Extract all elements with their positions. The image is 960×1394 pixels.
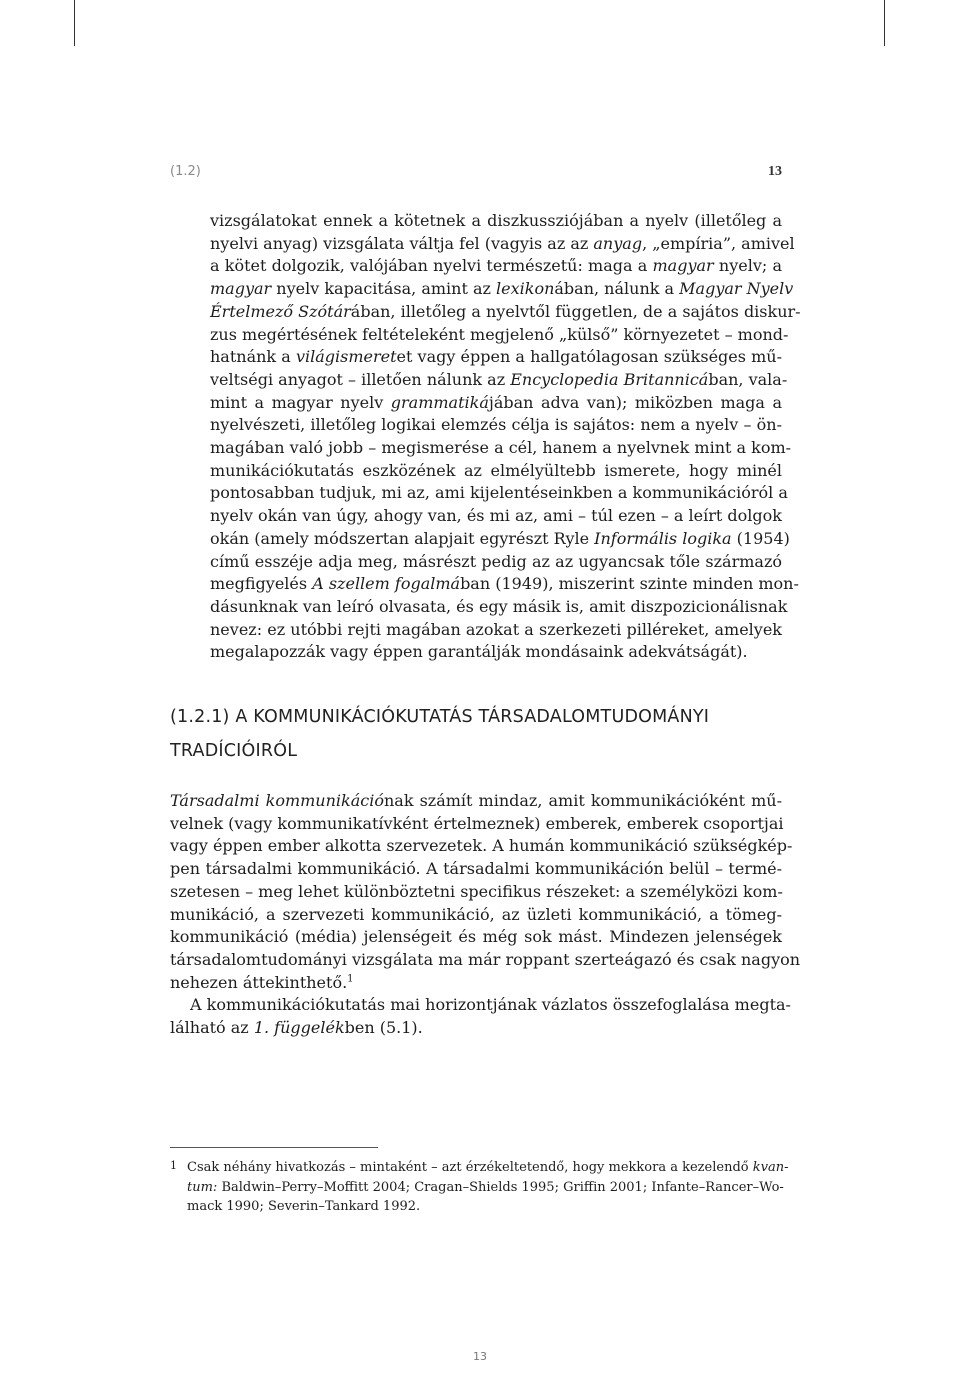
text-line: magában való jobb – megismerése a cél, hanem a nyelvnek mint a kom- xyxy=(210,438,792,458)
text-line: nyelvészeti, illetőleg logikai elemzés célja is sajátos: nem a nyelv – ön- xyxy=(210,415,782,435)
text-line: Társadalmi kommunikációnak számít mindaz, amit kommunikációként mű- xyxy=(170,791,783,810)
text-line: vagy éppen ember alkotta szervezetek. A humán kommunikáció szükségkép- xyxy=(170,836,793,856)
section-heading: (1.2.1) A KOMMUNIKÁCIÓKUTATÁS TÁRSADALOMTUDOMÁNYI xyxy=(170,707,710,727)
text-line: vizsgálatokat ennek a kötetnek a diszkussziójában a nyelv (illetőleg a xyxy=(210,211,782,230)
text-line: lálható az 1. függelékben (5.1). xyxy=(170,1017,423,1037)
body-paragraph-2 xyxy=(170,790,801,994)
text-line: okán (amely módszertan alapjait egyrészt Ryle Informális logika (1954) xyxy=(210,528,790,548)
page-folio: 13 xyxy=(473,1350,487,1363)
footnote-line: Csak néhány hivatkozás – mintaként – azt érzékeltetendő, hogy mekkora a kezelendő kvan- xyxy=(187,1160,789,1175)
body-paragraph-1 xyxy=(210,210,801,664)
footnote-mark: 1 xyxy=(170,1159,177,1172)
body-paragraph-3 xyxy=(170,994,791,1039)
footnote-line: mack 1990; Severin–Tankard 1992. xyxy=(187,1199,421,1214)
crop-mark-right xyxy=(884,0,885,46)
footnote-rule xyxy=(170,1147,378,1148)
text-line: magyar nyelv kapacitása, amint az lexikonában, nálunk a Magyar Nyelv xyxy=(210,279,794,299)
text-line: nehezen áttekinthető.$^1$ xyxy=(170,972,354,992)
section-heading-continued: TRADÍCIÓIRÓL xyxy=(170,741,298,761)
text-line: dásunknak van leíró olvasata, és egy másik is, amit diszpozicionálisnak xyxy=(210,596,788,616)
text-line: munikáció, a szervezeti kommunikáció, az üzleti kommunikáció, a tömeg- xyxy=(170,904,782,924)
footnote-body xyxy=(187,1158,789,1217)
text-line: pen társadalmi kommunikáció. A társadalmi kommunikáción belül – termé- xyxy=(170,859,782,879)
text-line: pontosabban tudjuk, mi az, ami kijelentéseinkben a kommunikációról a xyxy=(210,483,788,503)
text-line: nevez: ez utóbbi rejti magában azokat a szerkezeti pilléreket, amelyek xyxy=(210,619,782,639)
text-line: nyelvi anyag) vizsgálata váltja fel (vagyis az az anyag, „empíria”, amivel xyxy=(210,233,795,253)
footnote-line: tum: Baldwin–Perry–Moffitt 2004; Cragan–Shields 1995; Griffin 2001; Infante–Rancer–Wo- xyxy=(187,1179,784,1195)
footnote xyxy=(170,1158,789,1217)
text-line: nyelv okán van úgy, ahogy van, és mi az, ami – túl ezen – a leírt dolgok xyxy=(210,506,782,526)
crop-mark-left xyxy=(74,0,75,46)
running-head-page-number: 13 xyxy=(768,164,782,179)
text-line: társadalomtudományi vizsgálata ma már roppant szerteágazó és csak nagyon xyxy=(170,949,801,969)
text-line: megalapozzák vagy éppen garantálják mondásaink adekvátságát). xyxy=(210,642,748,662)
text-line: című esszéje adja meg, másrészt pedig az az ugyancsak tőle származó xyxy=(210,551,782,571)
text-line: A kommunikációkutatás mai horizontjának vázlatos összefoglalása megta- xyxy=(190,995,791,1014)
text-line: kommunikáció (média) jelenségeit és még sok mást. Mindezen jelenségek xyxy=(170,927,782,947)
running-head-section: (1.2) xyxy=(170,164,201,179)
text-line: megfigyelés A szellem fogalmában (1949), miszerint szinte minden mon- xyxy=(210,574,799,594)
running-head xyxy=(170,164,782,184)
text-line: veltségi anyagot – illetően nálunk az Encyclopedia Britannicában, vala- xyxy=(210,369,788,389)
text-line: Értelmező Szótárában, illetőleg a nyelvtől független, de a sajátos diskur- xyxy=(210,301,801,321)
text-line: munikációkutatás eszközének az elmélyültebb ismerete, hogy minél xyxy=(210,460,782,480)
text-line: szetesen – meg lehet különböztetni specifikus részeket: a személyközi kom- xyxy=(170,881,783,901)
text-line: hatnánk a világismeretet vagy éppen a hallgatólagosan szükséges mű- xyxy=(210,347,783,367)
text-line: a kötet dolgozik, valójában nyelvi természetű: maga a magyar nyelv; a xyxy=(210,256,782,276)
footnote-reference[interactable]: 1 xyxy=(347,973,354,985)
text-line: mint a magyar nyelv grammatikájában adva van); miközben maga a xyxy=(210,392,783,412)
text-line: velnek (vagy kommunikatívként értelmeznek) emberek, emberek csoportjai xyxy=(170,813,784,833)
text-line: zus megértésének feltételeként megjelenő „külső” környezetet – mond- xyxy=(210,324,789,344)
